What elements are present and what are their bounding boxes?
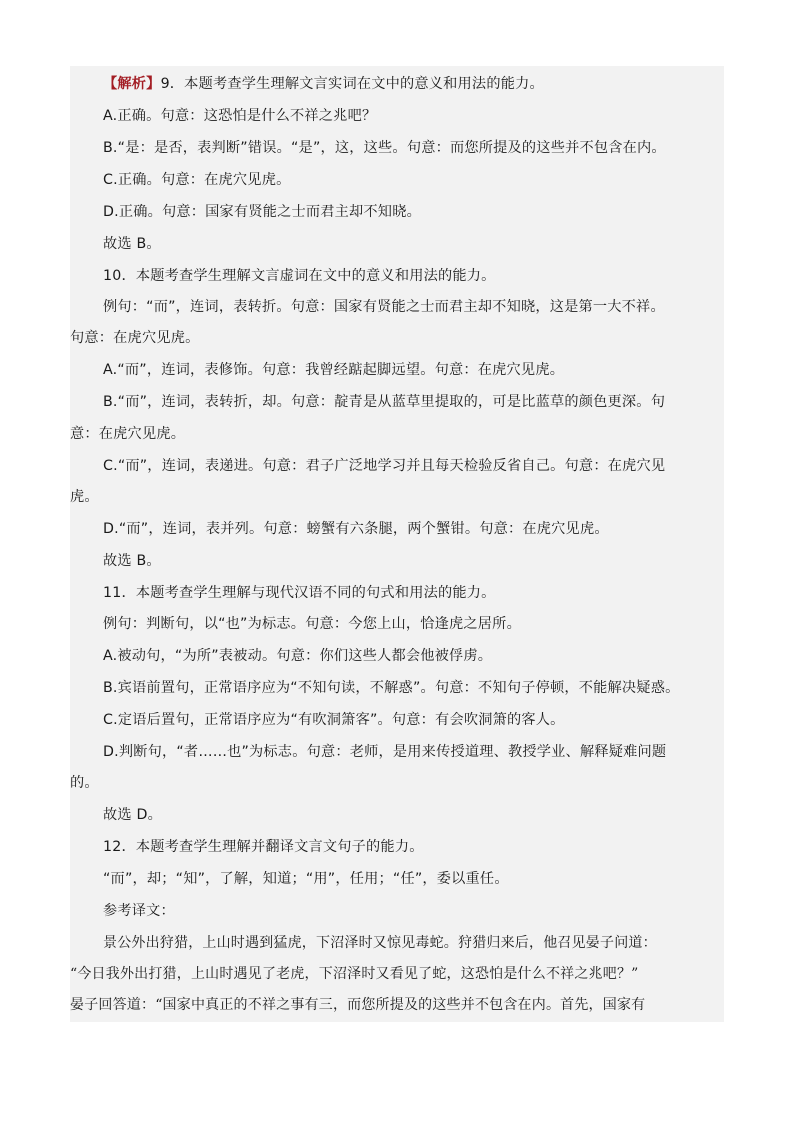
q11-answer: 故选 D。	[103, 807, 162, 823]
q12-translation-line: “今日我外出打猎，上山时遇见了老虎，下沼泽时又看见了蛇，这恐怕是什么不祥之兆吧？”	[70, 966, 639, 982]
q11-option-b: B.宾语前置句，正常语序应为“不知句读，不解惑”。句意：不知句子停顿，不能解决疑惑。	[103, 680, 680, 696]
q10-example: 例句：“而”，连词，表转折。句意：国家有贤能之士而君主却不知晓，这是第一大不祥。	[103, 299, 665, 315]
q10-option-c-cont: 虎。	[70, 489, 99, 505]
q10-option-c: C.“而”，连词，表递进。句意：君子广泛地学习并且每天检验反省自己。句意：在虎穴见	[103, 458, 666, 474]
q12-heading: 12．本题考查学生理解并翻译文言文句子的能力。	[103, 839, 424, 855]
analysis-panel	[70, 66, 724, 1022]
q12-translation-line: 景公外出狩猎，上山时遇到猛虎，下沼泽时又惊见毒蛇。狩猎归来后，他召见晏子问道：	[103, 935, 657, 951]
q9-heading	[70, 74, 757, 94]
q12-translation-line: 晏子回答道：“国家中真正的不祥之事有三，而您所提及的这些并不包含在内。首先，国家有	[70, 997, 646, 1013]
analysis-tag: 【解析】	[103, 76, 161, 92]
q11-option-c: C.定语后置句，正常语序应为“有吹洞箫客”。句意：有会吹洞箫的客人。	[103, 712, 565, 728]
q11-option-a: A.被动句，“为所”表被动。句意：你们这些人都会他被俘虏。	[103, 648, 493, 664]
q9-answer: 故选 B。	[103, 236, 161, 252]
q10-heading: 10．本题考查学生理解文言虚词在文中的意义和用法的能力。	[103, 268, 496, 284]
q11-heading: 11．本题考查学生理解与现代汉语不同的句式和用法的能力。	[103, 585, 496, 601]
q10-option-b-cont: 意：在虎穴见虎。	[70, 426, 186, 442]
q11-option-d-cont: 的。	[70, 775, 99, 791]
q12-reference-label: 参考译文：	[103, 903, 175, 919]
q12-key-points: “而”，却；“知”，了解，知道；“用”，任用；“任”，委以重任。	[103, 871, 509, 887]
q11-option-d: D.判断句，“者……也”为标志。句意：老师，是用来传授道理、教授学业、解释疑难问题	[103, 744, 667, 760]
q11-example: 例句：判断句，以“也”为标志。句意：今您上山，恰逢虎之居所。	[103, 616, 521, 632]
q10-option-b: B.“而”，连词，表转折，却。句意：靛青是从蓝草里提取的，可是比蓝草的颜色更深。句	[103, 394, 666, 410]
q9-option-a: A.正确。句意：这恐怕是什么不祥之兆吧？	[103, 108, 377, 124]
q9-heading-text: 9．本题考查学生理解文言实词在文中的意义和用法的能力。	[160, 76, 544, 92]
q9-option-b: B.“是：是否，表判断”错误。“是”，这，这些。句意：而您所提及的这些并不包含在内。	[103, 140, 666, 156]
q10-option-a: A.“而”，连词，表修饰。句意：我曾经踮起脚远望。句意：在虎穴见虎。	[103, 362, 565, 378]
q10-example-cont: 句意：在虎穴见虎。	[70, 330, 200, 346]
q10-answer: 故选 B。	[103, 553, 161, 569]
q9-option-c: C.正确。句意：在虎穴见虎。	[103, 172, 291, 188]
q9-option-d: D.正确。句意：国家有贤能之士而君主却不知晓。	[103, 204, 421, 220]
q10-option-d: D.“而”，连词，表并列。句意：螃蟹有六条腿，两个蟹钳。句意：在虎穴见虎。	[103, 521, 609, 537]
